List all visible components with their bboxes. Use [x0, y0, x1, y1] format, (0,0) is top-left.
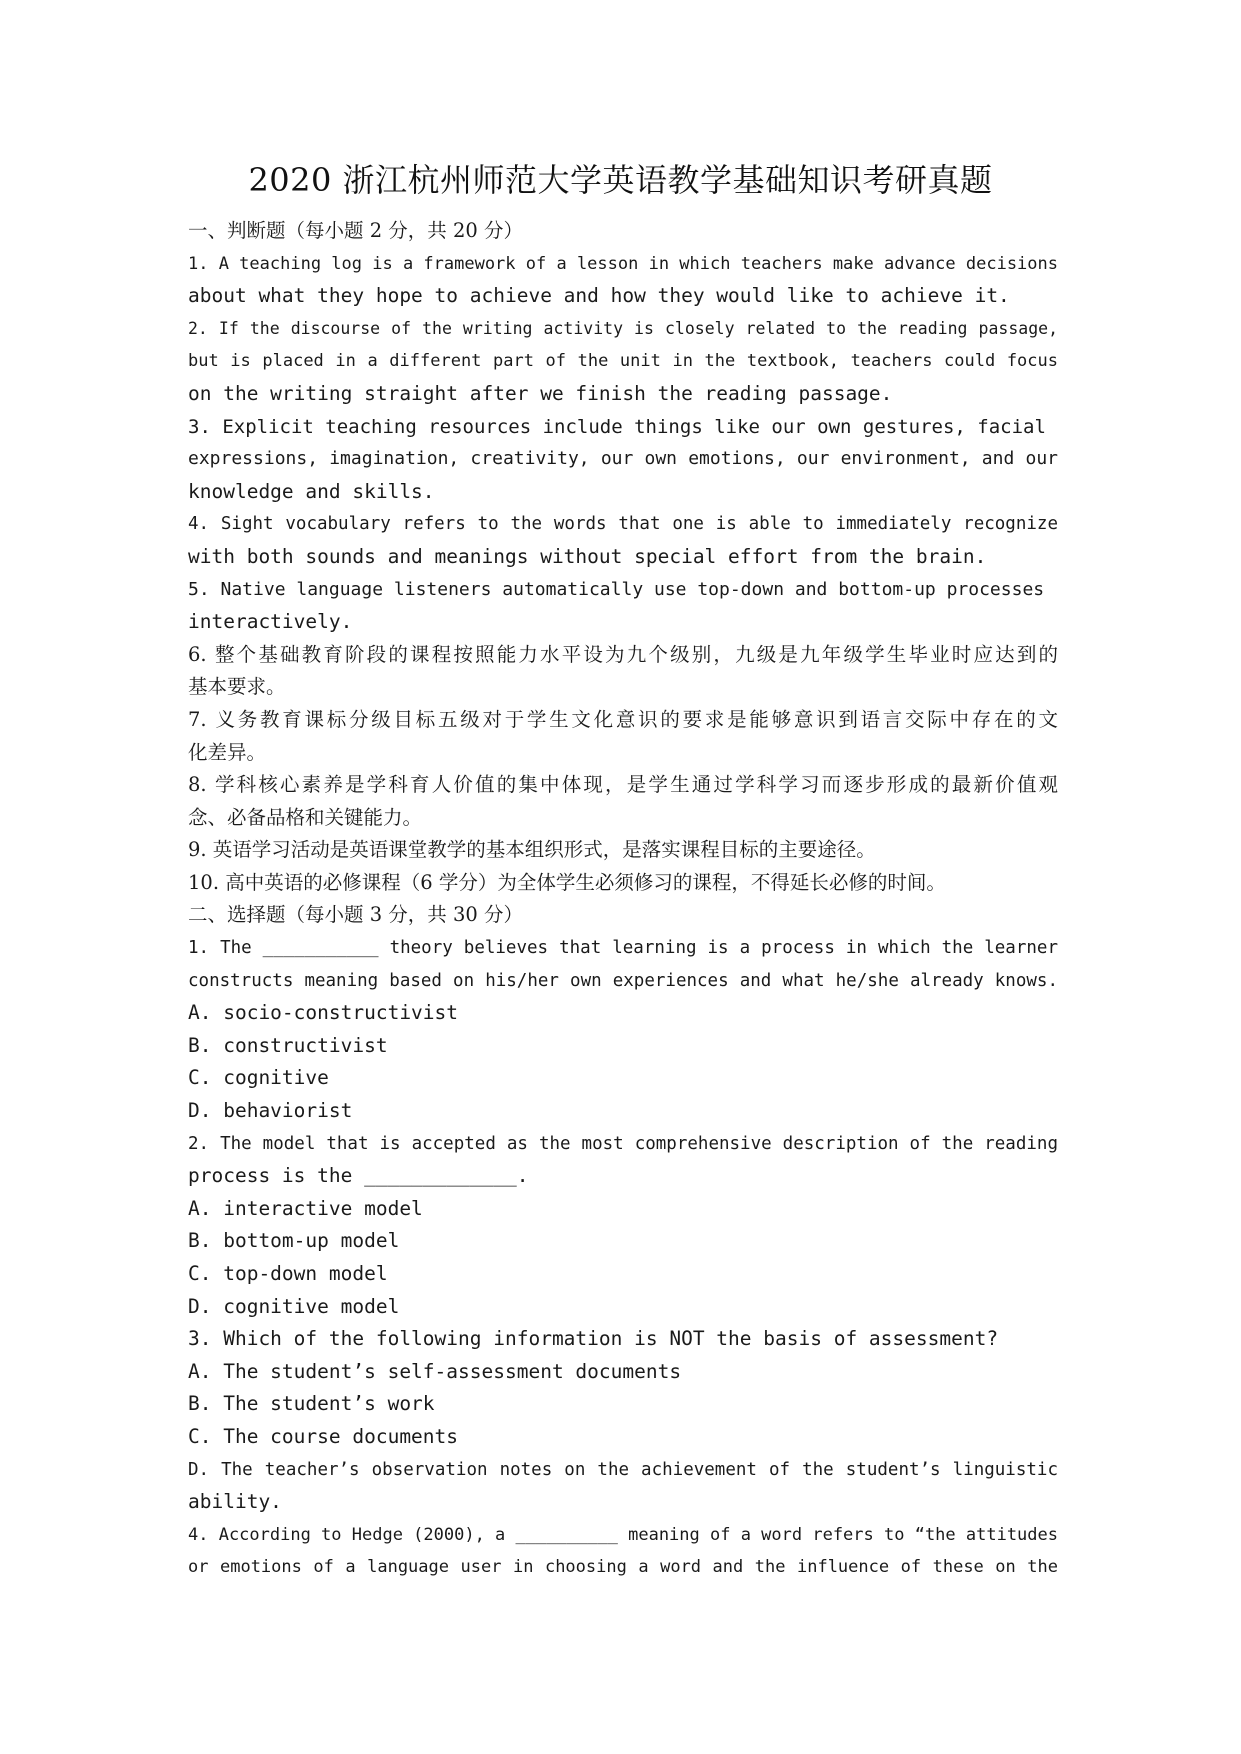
text-line: 4. Sight vocabulary refers to the words that one is able to immediately recognize — [188, 514, 1058, 535]
text-line: process is the _____________. — [188, 1164, 529, 1188]
text-line: on the writing straight after we finish the reading passage. — [188, 381, 893, 405]
text-line: but is placed in a different part of the unit in the textbook, teachers could focus — [188, 351, 1058, 372]
text-line: 4. According to Hedge (2000), a __________ meaning of a word refers to “the attitudes — [188, 1524, 1058, 1545]
text-line: B. bottom-up model — [188, 1229, 400, 1253]
text-line: constructs meaning based on his/her own experiences and what he/she already knows. — [188, 970, 1058, 991]
section-heading: 二、选择题（每小题 3 分，共 30 分） — [188, 903, 524, 927]
text-line: 2. The model that is accepted as the most comprehensive description of the reading — [188, 1133, 1058, 1154]
page-title: 2020 浙江杭州师范大学英语教学基础知识考研真题 — [248, 161, 993, 199]
text-line: D. cognitive model — [188, 1294, 400, 1318]
text-line: A. socio-constructivist — [188, 1001, 459, 1025]
text-line: interactively. — [188, 610, 353, 634]
text-line: 1. The ___________ theory believes that learning is a process in which the learner — [188, 938, 1058, 959]
text-line: with both sounds and meanings without special effort from the brain. — [188, 544, 987, 568]
text-line: B. The student’s work — [188, 1392, 435, 1416]
text-line: expressions, imagination, creativity, our own emotions, our environment, and our — [188, 448, 1058, 470]
text-line: 8. 学科核心素养是学科育人价值的集中体现，是学生通过学科学习而逐步形成的最新价值观 — [188, 773, 1058, 797]
text-line: 2. If the discourse of the writing activity is closely related to the reading passage, — [188, 318, 1058, 338]
text-line: 念、必备品格和关键能力。 — [188, 805, 423, 829]
text-line: D. The teacher’s observation notes on the achievement of the student’s linguistic — [188, 1459, 1058, 1480]
text-line: 5. Native language listeners automatically use top-down and bottom-up processes — [188, 578, 1045, 600]
text-line: 1. A teaching log is a framework of a lesson in which teachers make advance decisions — [188, 253, 1058, 274]
text-line: A. The student’s self-assessment documents — [188, 1359, 682, 1383]
text-line: B. constructivist — [188, 1033, 388, 1057]
text-line: D. behaviorist — [188, 1099, 353, 1123]
text-line: C. top-down model — [188, 1262, 388, 1285]
text-line: C. The course documents — [188, 1424, 459, 1448]
text-line: ability. — [188, 1490, 282, 1514]
text-line: 3. Which of the following information is NOT the basis of assessment? — [188, 1327, 999, 1351]
document-body — [188, 215, 1058, 1584]
text-line: 7. 义务教育课标分级目标五级对于学生文化意识的要求是能够意识到语言交际中存在的文 — [188, 707, 1058, 731]
text-line: 化差异。 — [188, 740, 267, 764]
text-line: or emotions of a language user in choosing a word and the influence of these on the — [188, 1557, 1058, 1578]
section-heading: 一、判断题（每小题 2 分，共 20 分） — [188, 219, 524, 242]
text-line: 3. Explicit teaching resources include things like our own gestures, facial — [188, 415, 1046, 438]
text-line: 9. 英语学习活动是英语课堂教学的基本组织形式，是落实课程目标的主要途径。 — [188, 838, 876, 862]
text-line: 10. 高中英语的必修课程（6 学分）为全体学生必须修习的课程，不得延长必修的时间。 — [188, 870, 946, 894]
text-line: 6. 整个基础教育阶段的课程按照能力水平设为九个级别，九级是九年级学生毕业时应达到的 — [188, 642, 1058, 666]
text-line: about what they hope to achieve and how they would like to achieve it. — [188, 284, 1010, 308]
text-line: 基本要求。 — [188, 675, 286, 699]
text-line: A. interactive model — [188, 1196, 423, 1220]
text-line: C. cognitive — [188, 1066, 329, 1090]
text-line: knowledge and skills. — [188, 479, 435, 503]
